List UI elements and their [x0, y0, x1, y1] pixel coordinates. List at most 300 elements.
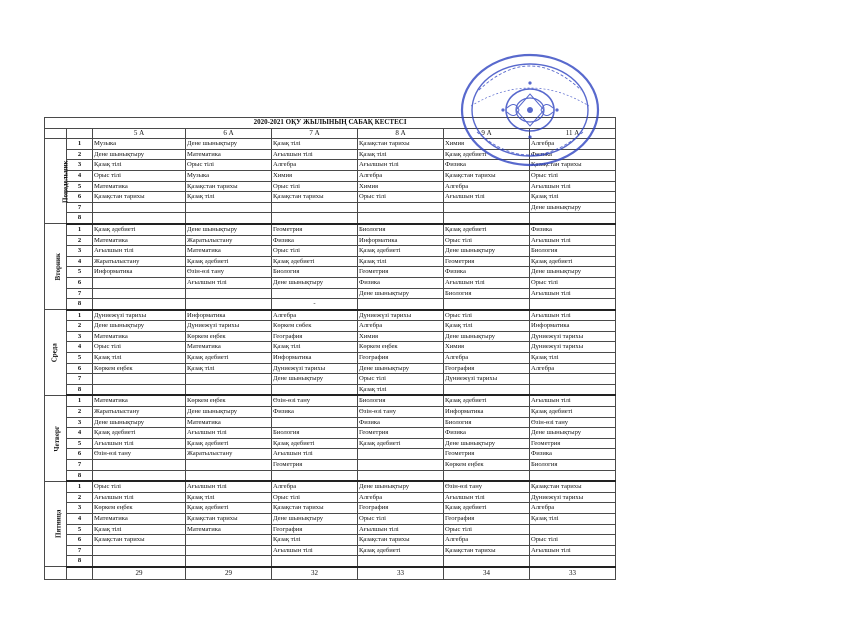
subject-cell: Дүниежүзі тарихы — [530, 492, 616, 503]
subject-cell: Ағылшын тілі — [444, 277, 530, 288]
subject-cell: Орыс тілі — [93, 481, 186, 492]
subject-cell: Қазақ тілі — [530, 192, 616, 203]
subject-cell — [93, 277, 186, 288]
subject-cell: Ағылшын тілі — [530, 545, 616, 556]
subject-cell: Қазақ әдебиеті — [358, 246, 444, 257]
subject-cell: Қазақ тілі — [186, 192, 272, 203]
subject-cell: Қазақ тілі — [186, 492, 272, 503]
subject-cell: Қазақ тілі — [93, 353, 186, 364]
lesson-row — [45, 181, 616, 192]
subject-cell: Геометрия — [530, 438, 616, 449]
subject-cell — [272, 384, 358, 395]
lesson-row — [45, 277, 616, 288]
lesson-row — [45, 288, 616, 299]
subject-cell: Қазақ тілі — [530, 513, 616, 524]
subject-cell — [186, 288, 272, 299]
lesson-row — [45, 513, 616, 524]
subject-cell: Математика — [186, 342, 272, 353]
lesson-number: 2 — [67, 407, 93, 418]
lesson-row — [45, 545, 616, 556]
subject-cell — [186, 213, 272, 224]
subject-cell: Физика — [444, 428, 530, 439]
lesson-number: 8 — [67, 470, 93, 481]
subject-cell — [93, 213, 186, 224]
subject-cell: Дүниежүзі тарихы — [530, 331, 616, 342]
subject-cell: Ағылшын тілі — [93, 492, 186, 503]
subject-cell: Орыс тілі — [358, 192, 444, 203]
subject-cell: Алгебра — [358, 170, 444, 181]
subject-cell: Ағылшын тілі — [530, 395, 616, 406]
subject-cell: Дене шынықтыру — [358, 288, 444, 299]
lesson-number: 6 — [67, 535, 93, 546]
subject-cell: Дене шынықтыру — [272, 277, 358, 288]
lesson-number: 3 — [67, 417, 93, 428]
official-stamp-icon — [455, 50, 605, 170]
subject-cell: Өзін-өзі тану — [358, 407, 444, 418]
day-label-text: Понедельник — [61, 160, 70, 203]
subject-cell: Қазақстан тарихы — [186, 181, 272, 192]
subject-cell: Математика — [186, 149, 272, 160]
lesson-row — [45, 170, 616, 181]
subject-cell — [272, 417, 358, 428]
subject-cell: Көркем еңбек — [186, 395, 272, 406]
subject-cell: Ағылшын тілі — [93, 438, 186, 449]
subject-cell: Ағылшын тілі — [272, 545, 358, 556]
subject-cell: Геометрия — [358, 267, 444, 278]
subject-cell: Информатика — [186, 310, 272, 321]
subject-cell: Жаратылыстану — [186, 235, 272, 246]
subject-cell: Өзін-өзі тану — [186, 267, 272, 278]
day-label — [45, 224, 67, 310]
subject-cell: Дене шынықтыру — [530, 428, 616, 439]
subject-cell — [272, 213, 358, 224]
subject-cell: Қазақстан тарихы — [272, 503, 358, 514]
lesson-number: 5 — [67, 353, 93, 364]
subject-cell: Биология — [358, 224, 444, 235]
subject-cell: Ағылшын тілі — [530, 235, 616, 246]
subject-cell — [530, 374, 616, 385]
subject-cell — [272, 470, 358, 481]
subject-cell: Көркем еңбек — [93, 363, 186, 374]
subject-cell — [358, 470, 444, 481]
day-label-text: Пятница — [54, 509, 63, 539]
subject-cell: Орыс тілі — [358, 374, 444, 385]
lesson-row — [45, 202, 616, 213]
subject-cell — [186, 299, 272, 310]
subject-cell: Орыс тілі — [272, 246, 358, 257]
subject-cell: Ағылшын тілі — [530, 181, 616, 192]
lesson-row — [45, 342, 616, 353]
subject-cell: Қазақ әдебиеті — [93, 224, 186, 235]
subject-cell: Қазақстан тарихы — [358, 535, 444, 546]
lesson-number: 6 — [67, 277, 93, 288]
lesson-row — [45, 556, 616, 567]
lesson-total-cell: 29 — [186, 567, 272, 580]
class-header-cell: 7 А — [272, 128, 358, 139]
lesson-number: 6 — [67, 192, 93, 203]
class-header-cell: 9 А — [444, 128, 530, 139]
lesson-row — [45, 256, 616, 267]
subject-cell: Дене шынықтыру — [186, 407, 272, 418]
subject-cell: Биология — [272, 267, 358, 278]
subject-cell: Информатика — [272, 353, 358, 364]
lesson-number: 4 — [67, 342, 93, 353]
subject-cell — [358, 213, 444, 224]
lesson-number: 1 — [67, 310, 93, 321]
lesson-row — [45, 363, 616, 374]
subject-cell: Алгебра — [272, 310, 358, 321]
subject-cell — [444, 213, 530, 224]
subject-cell — [93, 545, 186, 556]
subject-cell — [530, 470, 616, 481]
subject-cell: Орыс тілі — [272, 492, 358, 503]
subject-cell: Геометрия — [358, 428, 444, 439]
lesson-row — [45, 331, 616, 342]
subject-cell — [93, 460, 186, 471]
subject-cell — [530, 524, 616, 535]
subject-cell: Биология — [530, 246, 616, 257]
subject-cell: Дене шынықтыру — [530, 202, 616, 213]
subject-cell — [358, 299, 444, 310]
subject-cell: Информатика — [93, 267, 186, 278]
subject-cell: Қазақстан тарихы — [93, 535, 186, 546]
schedule-body — [45, 139, 616, 580]
lesson-total-cell: 32 — [272, 567, 358, 580]
subject-cell: Дене шынықтыру — [186, 139, 272, 150]
subject-cell: Алгебра — [530, 363, 616, 374]
subject-cell: Қазақ тілі — [272, 139, 358, 150]
subject-cell: Қазақ әдебиеті — [272, 256, 358, 267]
subject-cell: Қазақ әдебиеті — [186, 256, 272, 267]
lesson-row — [45, 524, 616, 535]
subject-cell — [186, 384, 272, 395]
lesson-number: 5 — [67, 438, 93, 449]
lesson-number: 5 — [67, 181, 93, 192]
subject-cell: Ағылшын тілі — [444, 492, 530, 503]
subject-cell: Математика — [93, 395, 186, 406]
subject-cell: Дене шынықтыру — [272, 513, 358, 524]
subject-cell: Қазақстан тарихы — [272, 192, 358, 203]
schedule-title: 2020-2021 ОҚУ ЖЫЛЫНЫҢ САБАҚ КЕСТЕСІ — [45, 118, 616, 129]
subject-cell: Дене шынықтыру — [358, 481, 444, 492]
day-label-text: Среда — [50, 343, 59, 363]
lesson-number: 3 — [67, 160, 93, 171]
subject-cell: География — [444, 513, 530, 524]
day-label — [45, 395, 67, 481]
subject-cell — [444, 299, 530, 310]
lesson-number: 8 — [67, 384, 93, 395]
subject-cell — [186, 545, 272, 556]
day-label-text: Четверг — [53, 425, 62, 452]
subject-cell — [444, 202, 530, 213]
subject-cell — [530, 213, 616, 224]
subject-cell: Ағылшын тілі — [186, 428, 272, 439]
subject-cell: Биология — [530, 460, 616, 471]
subject-cell: Химия — [444, 139, 530, 150]
subject-cell: Физика — [358, 277, 444, 288]
subject-cell: Алгебра — [530, 503, 616, 514]
lesson-number: 1 — [67, 395, 93, 406]
subject-cell: Қазақ әдебиеті — [530, 407, 616, 418]
subject-cell: Қазақстан тарихы — [530, 160, 616, 171]
subject-cell: Өзін-өзі тану — [444, 481, 530, 492]
subject-cell: География — [272, 331, 358, 342]
subject-cell: Қазақ тілі — [444, 321, 530, 332]
subject-cell: Көркем еңбек — [93, 503, 186, 514]
subject-cell: Қазақстан тарихы — [444, 545, 530, 556]
lesson-number: 2 — [67, 235, 93, 246]
day-label — [45, 481, 67, 567]
subject-cell: Орыс тілі — [530, 277, 616, 288]
lesson-total-cell: 33 — [358, 567, 444, 580]
subject-cell: Дүниежүзі тарихы — [186, 321, 272, 332]
subject-cell: Геометрия — [272, 224, 358, 235]
subject-cell: Қазақ әдебиеті — [93, 428, 186, 439]
lesson-number: 7 — [67, 545, 93, 556]
subject-cell: Информатика — [358, 235, 444, 246]
lesson-row — [45, 535, 616, 546]
subject-cell: Дене шынықтыру — [444, 438, 530, 449]
subject-cell: География — [358, 503, 444, 514]
subject-cell: Қазақ әдебиеті — [186, 438, 272, 449]
subject-cell: Информатика — [530, 321, 616, 332]
totals-row — [45, 567, 616, 580]
subject-cell: Химия — [272, 170, 358, 181]
lesson-number: 5 — [67, 267, 93, 278]
lesson-number: 8 — [67, 213, 93, 224]
lesson-number: 2 — [67, 321, 93, 332]
subject-cell — [93, 299, 186, 310]
subject-cell: Қазақ тілі — [272, 342, 358, 353]
lesson-row — [45, 299, 616, 310]
lesson-row — [45, 438, 616, 449]
subject-cell — [358, 460, 444, 471]
subject-cell: Орыс тілі — [93, 342, 186, 353]
lesson-row — [45, 353, 616, 364]
subject-cell: Математика — [186, 417, 272, 428]
lesson-number: 4 — [67, 513, 93, 524]
subject-cell: Ағылшын тілі — [186, 481, 272, 492]
lesson-row — [45, 470, 616, 481]
class-header-cell: 6 А — [186, 128, 272, 139]
subject-cell: Алгебра — [444, 535, 530, 546]
subject-cell — [272, 202, 358, 213]
subject-cell: Ағылшын тілі — [272, 449, 358, 460]
lesson-row — [45, 460, 616, 471]
subject-cell: Көркем еңбек — [358, 342, 444, 353]
lesson-number: 1 — [67, 481, 93, 492]
subject-cell — [186, 460, 272, 471]
subject-cell — [186, 535, 272, 546]
subject-cell: Математика — [186, 524, 272, 535]
subject-cell: Дене шынықтыру — [93, 321, 186, 332]
subject-cell: Орыс тілі — [93, 170, 186, 181]
subject-cell: География — [444, 363, 530, 374]
subject-cell: Физика — [272, 407, 358, 418]
lesson-number: 3 — [67, 246, 93, 257]
lesson-number: 7 — [67, 202, 93, 213]
subject-cell — [186, 374, 272, 385]
lesson-number: 3 — [67, 503, 93, 514]
subject-cell: Дене шынықтыру — [93, 149, 186, 160]
lesson-row — [45, 503, 616, 514]
subject-cell: Информатика — [444, 407, 530, 418]
subject-cell: Орыс тілі — [530, 535, 616, 546]
subject-cell: Физика — [530, 449, 616, 460]
subject-cell: Дене шынықтыру — [272, 374, 358, 385]
subject-cell — [186, 202, 272, 213]
subject-cell: Физика — [272, 235, 358, 246]
subject-cell: Дүниежүзі тарихы — [358, 310, 444, 321]
subject-cell: Геометрия — [272, 460, 358, 471]
lesson-row — [45, 374, 616, 385]
subject-cell: Қазақ тілі — [358, 149, 444, 160]
subject-cell — [186, 470, 272, 481]
subject-cell: Орыс тілі — [530, 170, 616, 181]
subject-cell: Дене шынықтыру — [93, 417, 186, 428]
subject-cell: Орыс тілі — [186, 160, 272, 171]
subject-cell — [93, 374, 186, 385]
subject-cell: Ағылшын тілі — [272, 149, 358, 160]
lesson-number: 2 — [67, 492, 93, 503]
subject-cell: Қазақ тілі — [186, 363, 272, 374]
subject-cell: Музыка — [186, 170, 272, 181]
subject-cell — [93, 556, 186, 567]
subject-cell: Қазақ әдебиеті — [530, 256, 616, 267]
subject-cell: Физика — [444, 267, 530, 278]
lesson-number: 4 — [67, 256, 93, 267]
subject-cell: География — [358, 353, 444, 364]
subject-cell — [444, 470, 530, 481]
lesson-number: 8 — [67, 556, 93, 567]
subject-cell: Алгебра — [272, 481, 358, 492]
lesson-total-cell: 29 — [93, 567, 186, 580]
subject-cell: Дүниежүзі тарихы — [444, 374, 530, 385]
subject-cell: Биология — [358, 395, 444, 406]
subject-cell: Қазақстан тарихы — [93, 192, 186, 203]
subject-cell: Музыка — [93, 139, 186, 150]
subject-cell: Математика — [93, 181, 186, 192]
subject-cell: Ағылшын тілі — [186, 277, 272, 288]
subject-cell — [93, 202, 186, 213]
lesson-number: 7 — [67, 460, 93, 471]
subject-cell: Дүниежүзі тарихы — [272, 363, 358, 374]
lesson-number: 2 — [67, 149, 93, 160]
lesson-row — [45, 384, 616, 395]
lesson-number: 3 — [67, 331, 93, 342]
subject-cell — [93, 470, 186, 481]
class-header-cell: 11 А — [530, 128, 616, 139]
subject-cell: Алгебра — [358, 492, 444, 503]
subject-cell: Қазақ тілі — [272, 535, 358, 546]
class-header-cell: 5 А — [93, 128, 186, 139]
subject-cell: Қазақ тілі — [93, 160, 186, 171]
subject-cell: Биология — [444, 288, 530, 299]
lesson-number: 5 — [67, 524, 93, 535]
lesson-row — [45, 492, 616, 503]
subject-cell: Қазақ тілі — [93, 524, 186, 535]
subject-cell: Жаратылыстану — [93, 256, 186, 267]
subject-cell: Жаратылыстану — [186, 449, 272, 460]
class-header-cell: 8 А — [358, 128, 444, 139]
subject-cell: Қазақ әдебиеті — [444, 503, 530, 514]
subject-cell — [93, 288, 186, 299]
lesson-row — [45, 192, 616, 203]
subject-cell: Қазақ әдебиеті — [444, 149, 530, 160]
lesson-number: 4 — [67, 170, 93, 181]
subject-cell: Қазақстан тарихы — [358, 139, 444, 150]
subject-cell: Орыс тілі — [358, 513, 444, 524]
subject-cell: Орыс тілі — [444, 310, 530, 321]
subject-cell: Алгебра — [358, 321, 444, 332]
subject-cell: Қазақ әдебиеті — [444, 395, 530, 406]
lesson-row — [45, 428, 616, 439]
day-label — [45, 139, 70, 224]
lesson-total-cell: 33 — [530, 567, 616, 580]
subject-cell: Физика — [530, 149, 616, 160]
lesson-row — [45, 321, 616, 332]
subject-cell: Қазақ тілі — [530, 353, 616, 364]
subject-cell — [272, 288, 358, 299]
lesson-number: 1 — [67, 224, 93, 235]
subject-cell — [358, 202, 444, 213]
subject-cell: Көркем еңбек — [444, 460, 530, 471]
subject-cell: Алгебра — [444, 181, 530, 192]
subject-cell: Биология — [444, 417, 530, 428]
subject-cell: Қазақ әдебиеті — [444, 224, 530, 235]
subject-cell: - — [272, 299, 358, 310]
subject-cell: Физика — [444, 160, 530, 171]
subject-cell: Ағылшын тілі — [530, 310, 616, 321]
lesson-row — [45, 224, 616, 235]
subject-cell: Ағылшын тілі — [93, 246, 186, 257]
subject-cell: Геометрия — [444, 256, 530, 267]
lesson-number: 6 — [67, 449, 93, 460]
subject-cell: Өзін-өзі тану — [272, 395, 358, 406]
subject-cell: Жаратылыстану — [93, 407, 186, 418]
subject-cell — [358, 556, 444, 567]
lesson-row — [45, 407, 616, 418]
subject-cell: Қазақ әдебиеті — [358, 438, 444, 449]
subject-cell: Алгебра — [272, 160, 358, 171]
lesson-row — [45, 235, 616, 246]
lesson-number: 4 — [67, 428, 93, 439]
subject-cell: Қазақ тілі — [358, 384, 444, 395]
subject-cell: Биология — [272, 428, 358, 439]
subject-cell: Қазақ әдебиеті — [186, 503, 272, 514]
subject-cell — [186, 556, 272, 567]
subject-cell: Ағылшын тілі — [358, 524, 444, 535]
subject-cell — [93, 384, 186, 395]
lesson-row — [45, 481, 616, 492]
subject-cell: Көркем сөбек — [272, 321, 358, 332]
subject-cell: Химия — [358, 331, 444, 342]
lesson-number: 7 — [67, 288, 93, 299]
subject-cell — [358, 449, 444, 460]
subject-cell — [530, 384, 616, 395]
lesson-row — [45, 395, 616, 406]
subject-cell: Көркем еңбек — [186, 331, 272, 342]
subject-cell: Математика — [93, 331, 186, 342]
subject-cell: Қазақстан тарихы — [186, 513, 272, 524]
lesson-row — [45, 213, 616, 224]
lesson-total-cell: 34 — [444, 567, 530, 580]
subject-cell: Өзін-өзі тану — [530, 417, 616, 428]
subject-cell — [444, 556, 530, 567]
subject-cell — [530, 556, 616, 567]
subject-cell: Ағылшын тілі — [444, 192, 530, 203]
subject-cell: Қазақ әдебиеті — [272, 438, 358, 449]
